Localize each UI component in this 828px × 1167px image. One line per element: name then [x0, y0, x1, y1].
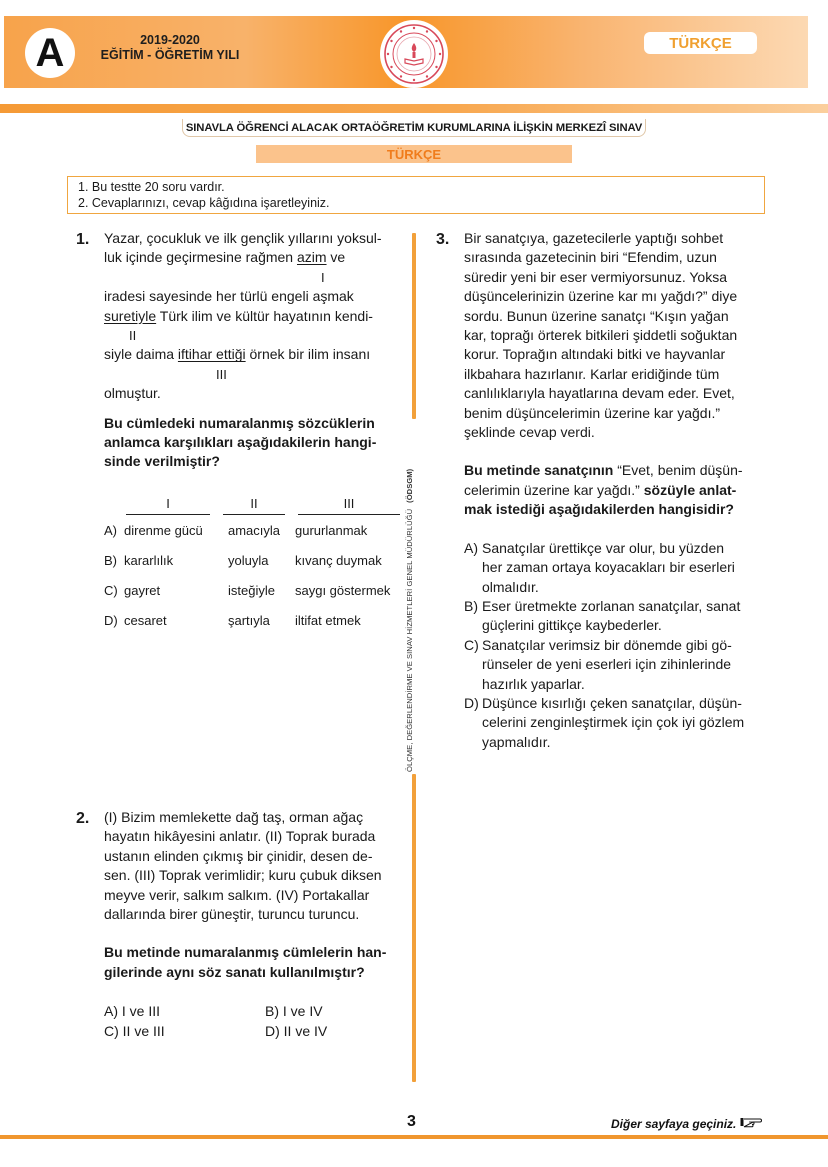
passage-line: düşüncelerinizin üzerine kar mı yağdı?” diye [464, 288, 738, 305]
passage-line [104, 345, 396, 364]
stem-line [464, 461, 776, 480]
table-cell: gururlanmak [295, 523, 368, 538]
text-span: ve [326, 249, 346, 266]
text-span: Türk ilim ve kültür hayatının kendi- [156, 307, 373, 324]
passage-line: benim düşüncelerimin üzerine kar yağdı.” [464, 404, 721, 421]
option-line: her zaman ortaya koyacakları bir eserleri [482, 559, 735, 576]
marker-row [104, 326, 396, 345]
stem-line: Bu cümledeki numaralanmış sözcüklerin [104, 414, 375, 431]
stem-quote: celerimin üzerine kar yağdı.” [464, 481, 644, 498]
underlined-word-2: suretiyle [104, 307, 157, 324]
passage-line: sırasında gazetecinin biri “Efendim, uzun [464, 249, 717, 266]
option-letter: A) [104, 523, 117, 538]
option-line: hazırlık yaparlar. [482, 675, 585, 692]
passage-line: meyve verir, salkım salkım. (IV) Portakallar [104, 886, 370, 903]
option-letter: D) [464, 694, 479, 711]
option-letter: B) [464, 597, 478, 614]
section-title: TÜRKÇE [256, 145, 572, 163]
question-stem [104, 943, 404, 982]
answer-options [104, 1002, 404, 1042]
column-header-2: II [223, 495, 285, 515]
stem-line: Bu metinde numaralanmış cümlelerin han- [104, 944, 387, 961]
year-label: 2019-2020 [140, 33, 200, 47]
stem-line: sinde verilmiştir? [104, 453, 220, 470]
instruction-item: 2. Cevaplarınızı, cevap kâğıdına işaretleyiniz. [78, 196, 330, 210]
table-cell: kıvanç duymak [295, 553, 382, 568]
table-cell: iltifat etmek [295, 613, 361, 628]
text-span: luk içinde geçirmesine rağmen [104, 249, 297, 266]
academic-year-label: EĞİTİM - ÖĞRETİM YILI [100, 48, 240, 62]
answer-option-a[interactable] [104, 519, 396, 549]
answer-option-c[interactable] [464, 636, 776, 694]
option-line: Sanatçılar verimsiz bir dönemde gibi gö- [482, 636, 732, 653]
option-line: rünseler de yeni eserleri için zihinlerinde [482, 656, 732, 673]
answer-option-c[interactable]: C) II ve III [104, 1023, 165, 1039]
question-number: 1. [76, 231, 90, 248]
passage-line: Bir sanatçıya, gazetecilerle yaptığı sohbet [464, 230, 724, 246]
instructions-box [67, 176, 765, 214]
passage-line: sordu. Bunun üzerine sanatçı “Kışın yağan [464, 307, 729, 324]
next-page-text: Diğer sayfaya geçiniz. [611, 1116, 737, 1131]
table-cell: direnme gücü [124, 523, 203, 538]
column-divider-top [412, 233, 416, 419]
option-line: Düşünce kısırlığı çeken sanatçılar, düşün- [482, 694, 742, 711]
stem-quote: “Evet, benim düşün- [617, 462, 743, 479]
option-letter: B) [104, 553, 117, 568]
passage-line: şeklinde cevap verdi. [464, 424, 595, 441]
passage-line: (I) Bizim memlekette dağ taş, orman ağaç [104, 809, 364, 825]
column-header-3: III [298, 495, 400, 515]
option-line: Sanatçılar ürettikçe var olur, bu yüzden [482, 539, 725, 556]
roman-marker-3: III [216, 366, 227, 382]
vertical-credit-text [405, 442, 419, 772]
column-header-1: I [126, 495, 210, 515]
option-line: Eser üretmekte zorlanan sanatçılar, sanat [482, 597, 741, 614]
passage-line: canlılıklarıyla hayatlarına devam eder. Evet, [464, 385, 735, 402]
pointing-hand-icon [740, 1116, 762, 1131]
stem-bold: sözüyle anlat- [643, 481, 737, 498]
passage-line: olmuştur. [104, 385, 161, 402]
table-cell: cesaret [124, 613, 167, 628]
option-line: celerini zenginleştirmek için çok iyi gözlem [482, 714, 745, 731]
table-header [104, 495, 396, 519]
option-line: yapmalıdır. [482, 733, 551, 750]
footer-bar [0, 1135, 828, 1139]
question-1-body [104, 229, 396, 472]
answer-option-d[interactable] [464, 694, 776, 752]
booklet-type-badge: A [25, 28, 75, 78]
passage-line: iradesi sayesinde her türlü engeli aşmak [104, 288, 354, 305]
table-cell: şartıyla [228, 613, 270, 628]
underlined-word-1: azim [296, 249, 327, 266]
answer-option-d[interactable]: D) II ve IV [265, 1023, 328, 1039]
passage-line: korur. Toprağın altındaki bitki ve hayvanlar [464, 346, 726, 363]
passage-line: kar, toprağı örterek bitkileri şiddetli soğuktan [464, 327, 738, 344]
instruction-item: 1. Bu testte 20 soru vardır. [78, 180, 225, 194]
credit-abbr: (ÖDSGM) [405, 468, 414, 503]
roman-marker-2: II [129, 328, 137, 344]
option-letter: C) [464, 636, 479, 653]
answer-option-a[interactable] [464, 539, 776, 597]
answer-option-d[interactable] [104, 609, 396, 639]
subject-pill: TÜRKÇE [644, 32, 757, 54]
academic-year-block [100, 33, 240, 63]
marker-row [104, 365, 396, 384]
table-cell: saygı göstermek [295, 583, 391, 598]
answer-option-b[interactable]: B) I ve IV [265, 1003, 323, 1019]
text-span: siyle daima [104, 346, 178, 363]
stem-line: gilerinde aynı söz sanatı kullanılmıştır? [104, 963, 365, 980]
credit-org-name: ÖLÇME, DEĞERLENDİRME VE SINAV HİZMETLERİ GENEL MÜDÜRLÜĞÜ [405, 508, 414, 772]
passage-line: ilkbahara hazırlanır. Karlar eridiğinde tüm [464, 365, 720, 382]
answer-options [464, 539, 776, 752]
option-letter: A) [464, 539, 478, 556]
passage-line: sen. (III) Toprak verimlidir; kuru çubuk diksen [104, 867, 382, 884]
table-cell: amacıyla [228, 523, 281, 538]
next-page-note [611, 1116, 762, 1131]
option-line: olmalıdır. [482, 578, 539, 595]
passage-line [104, 307, 396, 326]
option-letter: C) [104, 583, 118, 598]
underlined-word-3: iftihar ettiği [177, 346, 246, 363]
table-cell: gayret [124, 583, 161, 598]
exam-title: SINAVLA ÖĞRENCİ ALACAK ORTAÖĞRETİM KURUMLARINA İLİŞKİN MERKEZÎ SINAV [182, 119, 646, 137]
stem-line: anlamca karşılıkları aşağıdakilerin hangi- [104, 434, 377, 451]
passage-line: Yazar, çocukluk ve ilk gençlik yıllarını yoksul- [104, 230, 382, 246]
roman-marker-1: I [321, 269, 325, 285]
ministry-seal-icon [380, 20, 448, 88]
answer-table [104, 495, 396, 639]
column-divider-bottom [412, 774, 416, 1082]
page-number: 3 [407, 1113, 416, 1130]
stem-bold: Bu metinde sanatçının [464, 462, 618, 479]
question-stem [464, 461, 776, 519]
question-stem [104, 414, 396, 472]
option-letter: D) [104, 613, 118, 628]
answer-option-c[interactable] [104, 579, 396, 609]
header-underbar [0, 104, 828, 113]
passage-line: ustanın elinden çıkmış bir çinidir, desen de- [104, 847, 373, 864]
question-2-body [104, 808, 404, 982]
passage-line: hayatın hikâyesini anlatır. (II) Toprak burada [104, 828, 376, 845]
table-cell: kararlılık [124, 553, 174, 568]
answer-option-a[interactable]: A) I ve III [104, 1003, 161, 1019]
question-3-body [464, 229, 776, 752]
passage-line: dallarında birer güneştir, turuncu turuncu. [104, 906, 360, 923]
stem-line: mak istediği aşağıdakilerden hangisidir? [464, 501, 734, 518]
table-cell: isteğiyle [228, 583, 275, 598]
table-cell: yoluyla [228, 553, 269, 568]
question-number: 3. [436, 231, 450, 248]
passage-line [104, 248, 396, 267]
text-span: örnek bir ilim insanı [245, 346, 371, 363]
answer-option-b[interactable] [104, 549, 396, 579]
option-line: güçlerini gittikçe kaybederler. [482, 617, 662, 634]
passage-line: süredir yeni bir eser vermiyorsunuz. Yoksa [464, 268, 728, 285]
stem-line [464, 481, 776, 500]
marker-row [104, 268, 396, 287]
answer-option-b[interactable] [464, 597, 776, 636]
question-number: 2. [76, 810, 90, 827]
